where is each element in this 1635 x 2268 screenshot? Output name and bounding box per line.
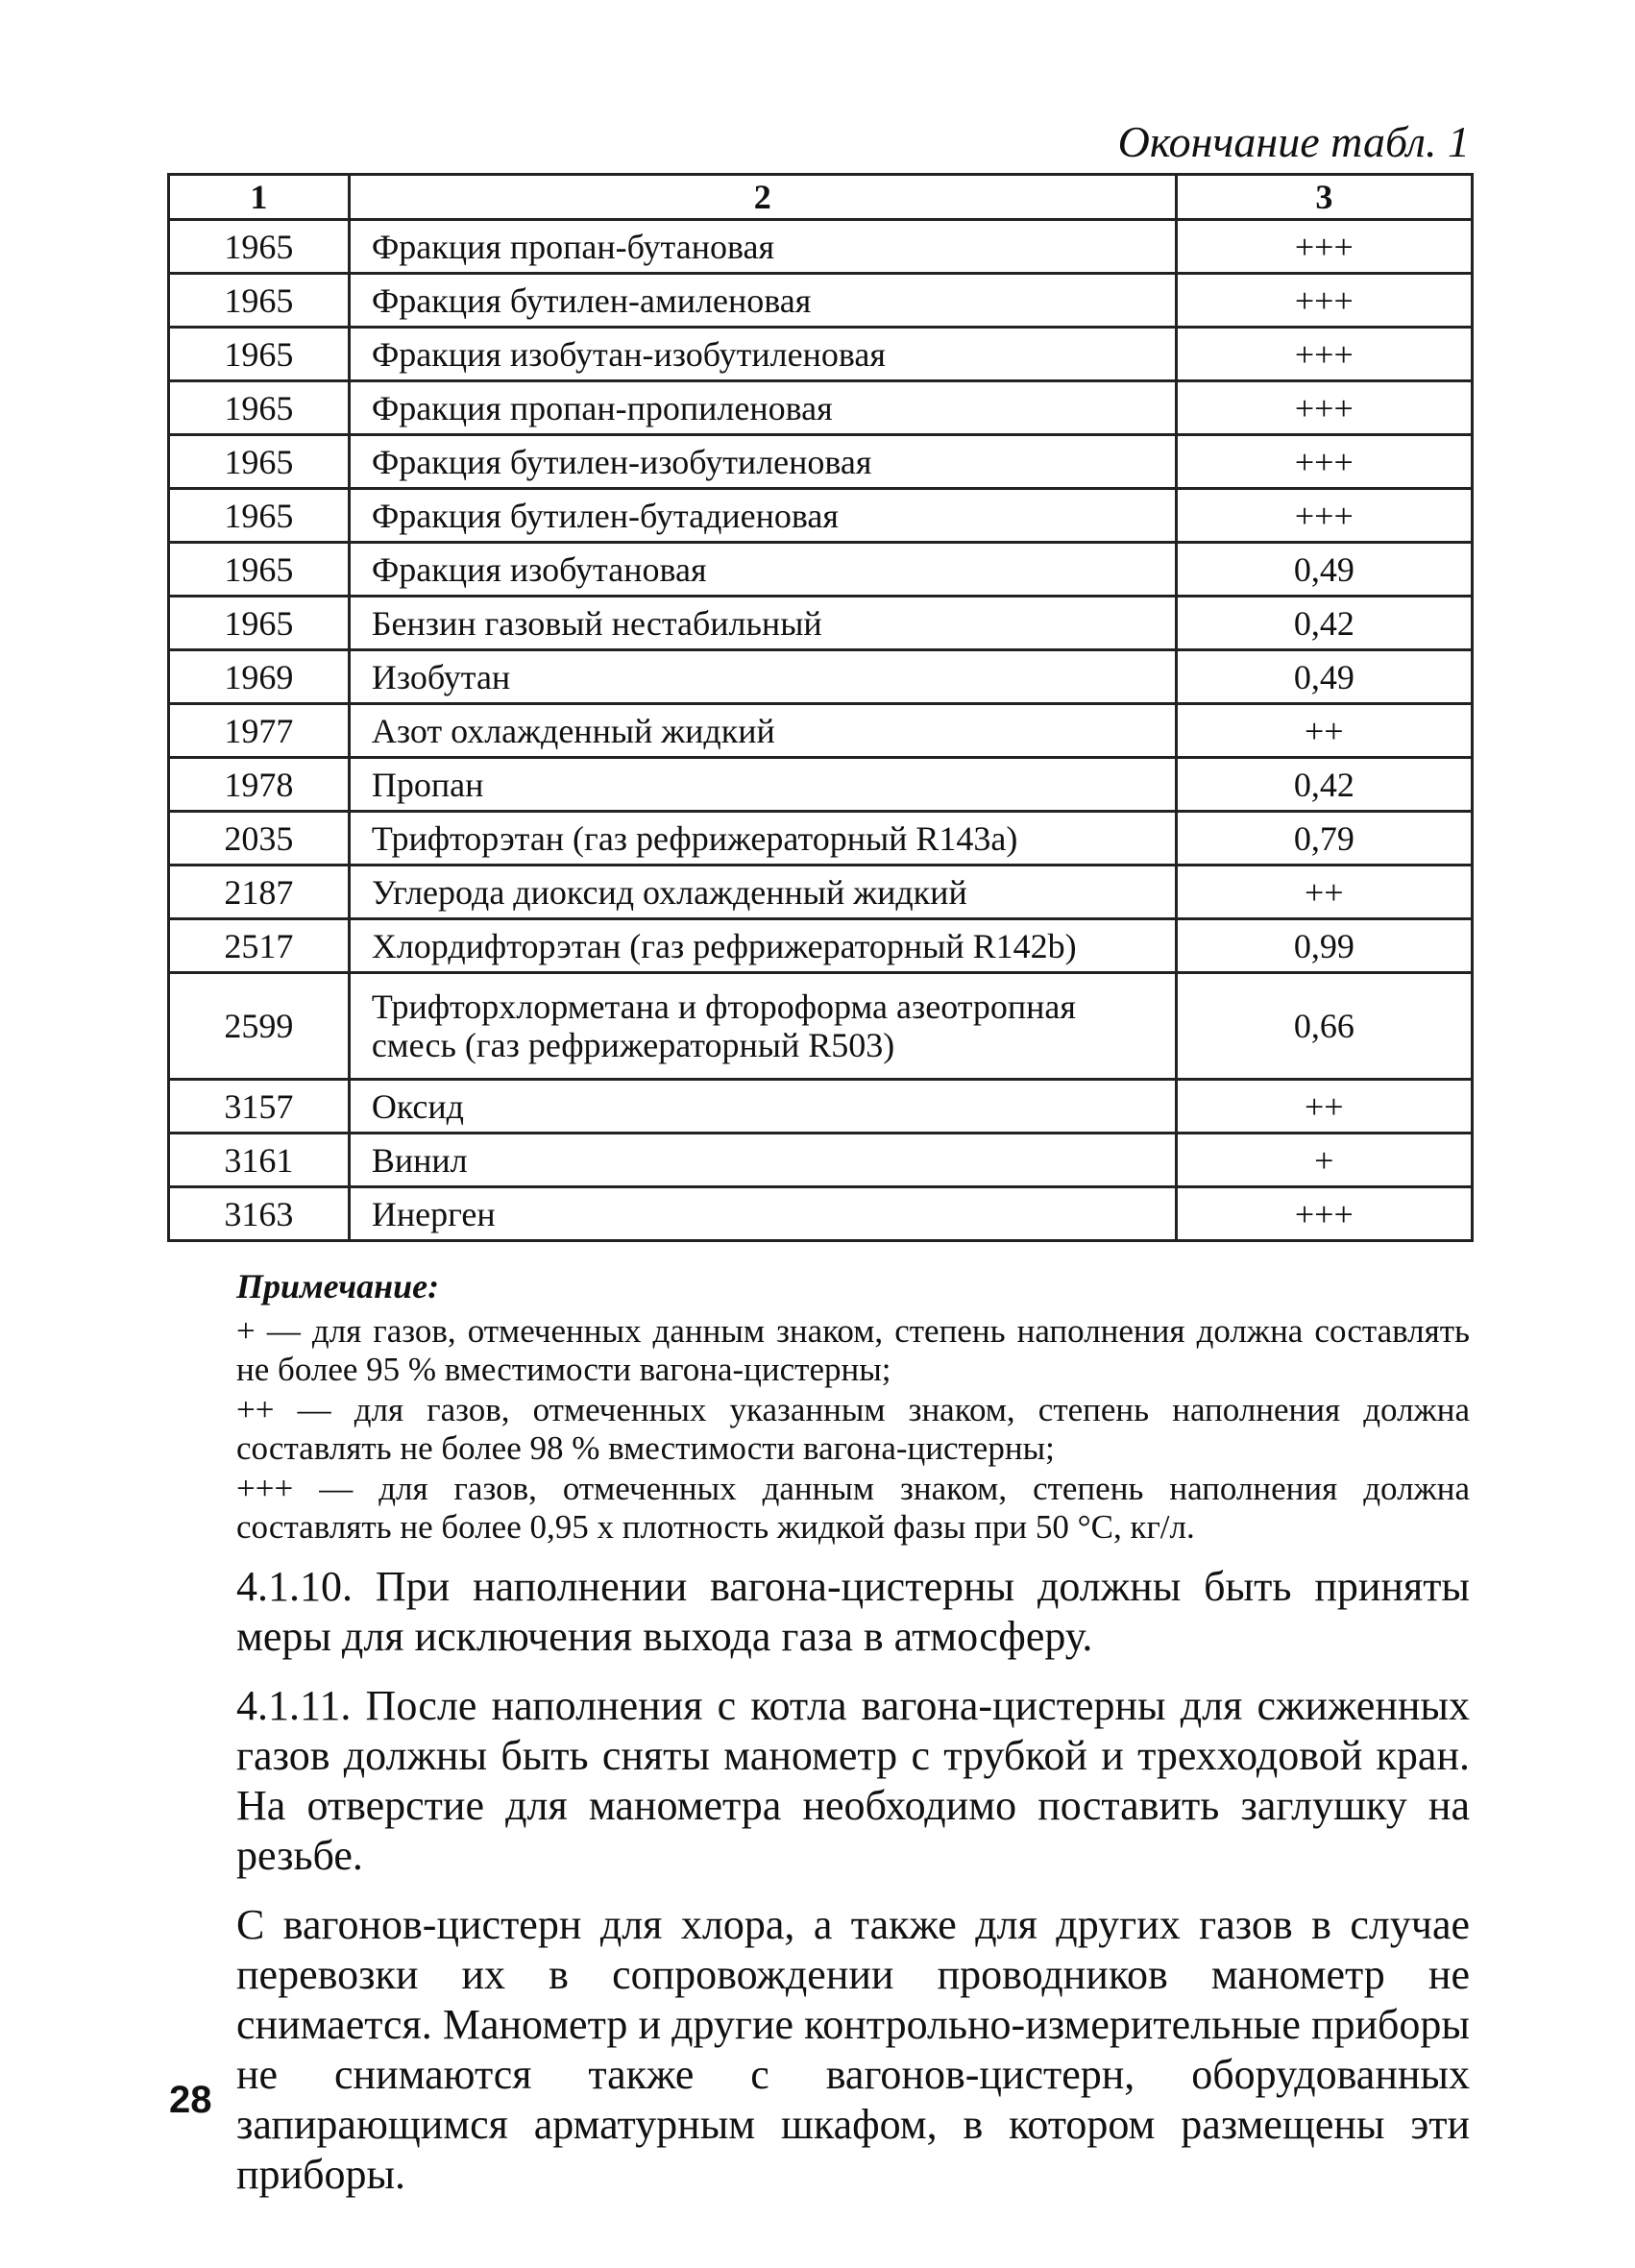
note-item: +++ — для газов, отмеченных данным знаком, степень наполнения должна составлять не более 0,95 х плотность жидкой фазы при 50 °С, кг/л. (236, 1470, 1470, 1546)
name-cell: Фракция изобутановая (349, 543, 1176, 597)
name-cell: Фракция пропан-пропиленовая (349, 381, 1176, 435)
table-row (169, 650, 1473, 704)
value-cell: +++ (1176, 274, 1472, 328)
note-item: + — для газов, отмеченных данным знаком, степень наполнения должна составлять не более 95 % вместимости вагона-цистерны; (236, 1312, 1470, 1388)
name-cell: Пропан (349, 758, 1176, 812)
value-cell: +++ (1176, 381, 1472, 435)
name-cell: Углерода диоксид охлажденный жидкий (349, 866, 1176, 919)
header-col-3: 3 (1176, 175, 1472, 220)
name-cell: Фракция пропан-бутановая (349, 220, 1176, 274)
name-cell: Трифторхлорметана и фтороформа азеотропная смесь (газ рефрижераторный R503) (349, 973, 1176, 1080)
table-row (169, 489, 1473, 543)
table-row (169, 1134, 1473, 1187)
header-col-2: 2 (349, 175, 1176, 220)
code-cell: 2599 (169, 973, 350, 1080)
name-cell: Фракция бутилен-бутадиеновая (349, 489, 1176, 543)
table-row (169, 328, 1473, 381)
table-row (169, 435, 1473, 489)
name-cell: Изобутан (349, 650, 1176, 704)
code-cell: 1965 (169, 220, 350, 274)
value-cell: + (1176, 1134, 1472, 1187)
name-cell: Трифторэтан (газ рефрижераторный R143a) (349, 812, 1176, 866)
code-cell: 1969 (169, 650, 350, 704)
paragraph: 4.1.10. При наполнении вагона-цистерны должны быть приняты меры для исключения выхода газа в атмосферу. (236, 1563, 1470, 1660)
code-cell: 1965 (169, 543, 350, 597)
table-header-row (169, 175, 1473, 220)
value-cell: 0,42 (1176, 758, 1472, 812)
note-item: ++ — для газов, отмеченных указанным знаком, степень наполнения должна составлять не более 98 % вместимости вагона-цистерны; (236, 1391, 1470, 1467)
value-cell: +++ (1176, 220, 1472, 274)
table-row (169, 919, 1473, 973)
code-cell: 1965 (169, 328, 350, 381)
note-title: Примечание: (236, 1267, 440, 1305)
value-cell: 0,49 (1176, 650, 1472, 704)
table-caption: Окончание табл. 1 (1117, 117, 1470, 166)
value-cell: 0,79 (1176, 812, 1472, 866)
paragraph: С вагонов-цистерн для хлора, а также для других газов в случае перевозки их в сопровождении проводников манометр не снимается. Манометр и другие контрольно-измерительные приборы не снимаются также с вагонов-цистерн, оборудованных запирающимся арматурным шкафом, в котором размещены эти приборы. (236, 1901, 1470, 2198)
value-cell: ++ (1176, 704, 1472, 758)
paragraph: 4.1.11. После наполнения с котла вагона-цистерны для сжиженных газов должны быть сняты манометр с трубкой и трехходовой кран. На отверстие для манометра необходимо поставить заглушку на резьбе. (236, 1682, 1470, 1879)
code-cell: 3163 (169, 1187, 350, 1241)
table-row (169, 812, 1473, 866)
code-cell: 1965 (169, 381, 350, 435)
name-cell: Оксид (349, 1080, 1176, 1134)
value-cell: 0,99 (1176, 919, 1472, 973)
code-cell: 2035 (169, 812, 350, 866)
table-row (169, 543, 1473, 597)
code-cell: 1977 (169, 704, 350, 758)
table-row (169, 597, 1473, 650)
table-row (169, 220, 1473, 274)
name-cell: Бензин газовый нестабильный (349, 597, 1176, 650)
name-cell: Азот охлажденный жидкий (349, 704, 1176, 758)
code-cell: 1965 (169, 274, 350, 328)
value-cell: +++ (1176, 1187, 1472, 1241)
value-cell: 0,66 (1176, 973, 1472, 1080)
table-row (169, 381, 1473, 435)
code-cell: 2517 (169, 919, 350, 973)
code-cell: 1965 (169, 597, 350, 650)
name-cell: Фракция изобутан-изобутиленовая (349, 328, 1176, 381)
name-cell: Винил (349, 1134, 1176, 1187)
table-row (169, 758, 1473, 812)
table-row (169, 1080, 1473, 1134)
code-cell: 1965 (169, 489, 350, 543)
table-row (169, 274, 1473, 328)
value-cell: 0,49 (1176, 543, 1472, 597)
value-cell: +++ (1176, 489, 1472, 543)
name-cell: Фракция бутилен-изобутиленовая (349, 435, 1176, 489)
code-cell: 1978 (169, 758, 350, 812)
name-cell: Фракция бутилен-амиленовая (349, 274, 1176, 328)
value-cell: ++ (1176, 1080, 1472, 1134)
value-cell: +++ (1176, 328, 1472, 381)
table-row (169, 704, 1473, 758)
table-row (169, 866, 1473, 919)
code-cell: 1965 (169, 435, 350, 489)
code-cell: 2187 (169, 866, 350, 919)
value-cell: ++ (1176, 866, 1472, 919)
header-col-1: 1 (169, 175, 350, 220)
code-cell: 3161 (169, 1134, 350, 1187)
name-cell: Хлордифторэтан (газ рефрижераторный R142b) (349, 919, 1176, 973)
page-number: 28 (169, 2079, 212, 2121)
value-cell: 0,42 (1176, 597, 1472, 650)
table-row (169, 973, 1473, 1080)
code-cell: 3157 (169, 1080, 350, 1134)
note-list (236, 1312, 1470, 1549)
body-text (236, 1562, 1470, 2219)
gas-table (167, 173, 1474, 1242)
table-row (169, 1187, 1473, 1241)
value-cell: +++ (1176, 435, 1472, 489)
name-cell: Инерген (349, 1187, 1176, 1241)
